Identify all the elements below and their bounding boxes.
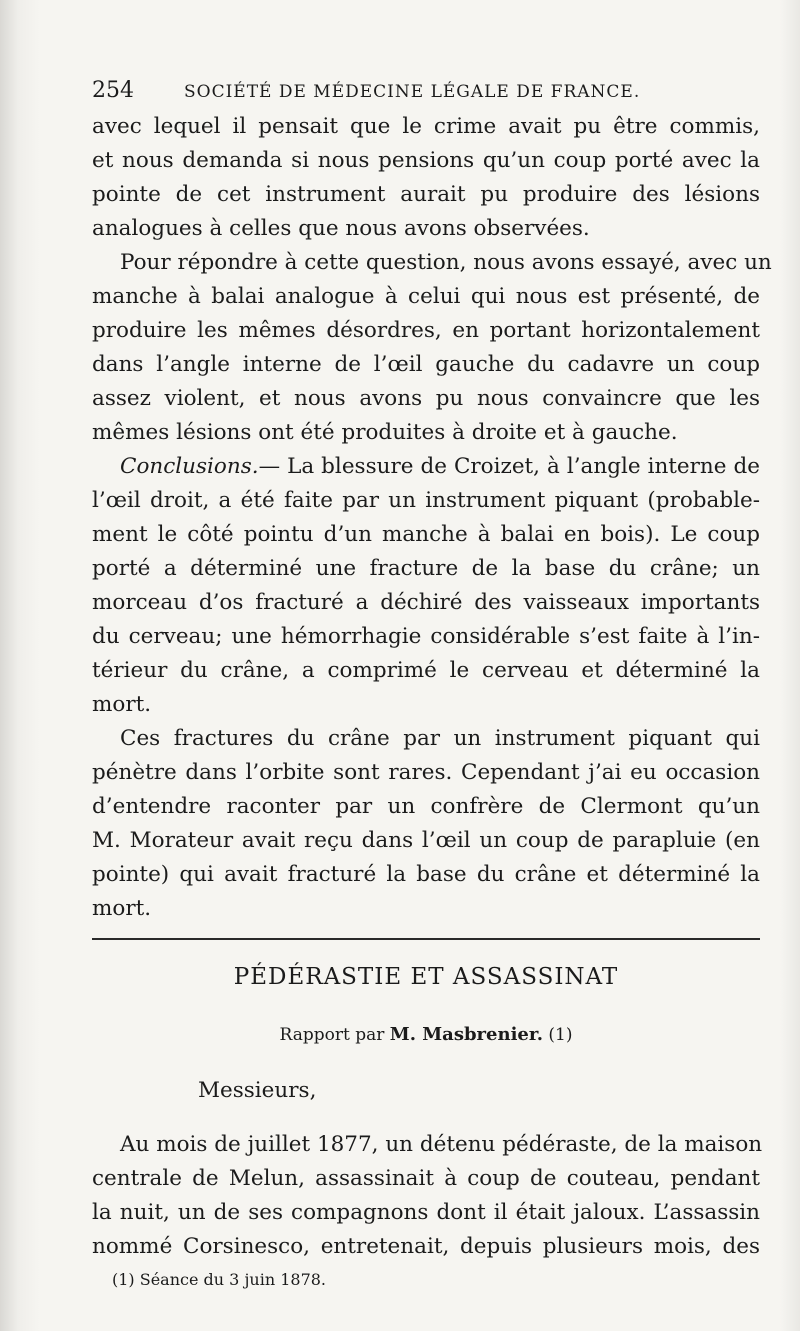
report-byline	[92, 1020, 760, 1050]
text-line: mêmes lésions ont été produites à droite et à gauche.	[92, 420, 678, 445]
text-line: morceau d’os fracturé a déchiré des vaisseaux importants	[92, 590, 760, 615]
text-line: ment le côté pointu d’un manche à balai en bois). Le coup	[92, 522, 760, 547]
text-line: dans l’angle interne de l’œil gauche du cadavre un coup	[92, 352, 760, 377]
text-line: porté a déterminé une fracture de la base du crâne; un	[92, 556, 760, 581]
text-line: l’œil droit, a été faite par un instrument piquant (probable-	[92, 488, 760, 513]
text-line: Au mois de juillet 1877, un détenu pédéraste, de la maison	[120, 1132, 763, 1157]
conclusions-first-line	[92, 450, 760, 484]
text-line: Ces fractures du crâne par un instrument piquant qui	[120, 726, 760, 751]
section-title: PÉDÉRASTIE ET ASSASSINAT	[233, 964, 619, 990]
text-line: la nuit, un de ses compagnons dont il était jaloux. L’assassin	[92, 1200, 760, 1225]
text-line: mort.	[92, 896, 152, 921]
text-line: produire les mêmes désordres, en portant horizontalement	[92, 318, 760, 343]
text-line: Pour répondre à cette question, nous avons essayé, avec un	[120, 250, 772, 275]
text-line: et nous demanda si nous pensions qu’un coup porté avec la	[92, 148, 760, 173]
text-line: pointe de cet instrument aurait pu produire des lésions	[92, 182, 760, 207]
text-line: pénètre dans l’orbite sont rares. Cependant j’ai eu occasion	[92, 760, 760, 785]
text-line: analogues à celles que nous avons observées.	[92, 216, 590, 241]
report-text	[92, 1128, 763, 1264]
conclusions-first-text: — La blessure de Croizet, à l’angle interne de	[258, 454, 760, 479]
text-line: térieur du crâne, a comprimé le cerveau et déterminé la	[92, 658, 760, 683]
footnote: (1) Séance du 3 juin 1878.	[112, 1270, 327, 1289]
salutation: Messieurs,	[198, 1078, 317, 1103]
text-line: manche à balai analogue à celui qui nous est présenté, de	[92, 284, 760, 309]
section-divider	[92, 938, 760, 940]
text-line: du cerveau; une hémorrhagie considérable s’est faite à l’in-	[92, 624, 760, 649]
text-line: centrale de Melun, assassinait à coup de couteau, pendant	[92, 1166, 760, 1191]
report-prefix: Rapport par	[279, 1025, 390, 1045]
footnote-ref: (1)	[542, 1025, 573, 1045]
text-line: nommé Corsinesco, entretenait, depuis plusieurs mois, des	[92, 1234, 760, 1259]
text-line: assez violent, et nous avons pu nous convaincre que les	[92, 386, 760, 411]
conclusions-label: Conclusions.	[120, 454, 259, 479]
text-line: d’entendre raconter par un confrère de Clermont qu’un	[92, 794, 760, 819]
report-author: M. Masbrenier.	[389, 1024, 543, 1045]
text-line: mort.	[92, 692, 152, 717]
running-head: SOCIÉTÉ DE MÉDECINE LÉGALE DE FRANCE.	[184, 82, 641, 102]
page-number: 254	[92, 78, 134, 103]
page-header	[92, 78, 752, 106]
text-line: M. Morateur avait reçu dans l’œil un coup de parapluie (en	[92, 828, 760, 853]
text-line: pointe) qui avait fracturé la base du crâne et déterminé la	[92, 862, 760, 887]
main-text	[92, 110, 772, 926]
text-line: avec lequel il pensait que le crime avait pu être commis,	[92, 114, 760, 139]
